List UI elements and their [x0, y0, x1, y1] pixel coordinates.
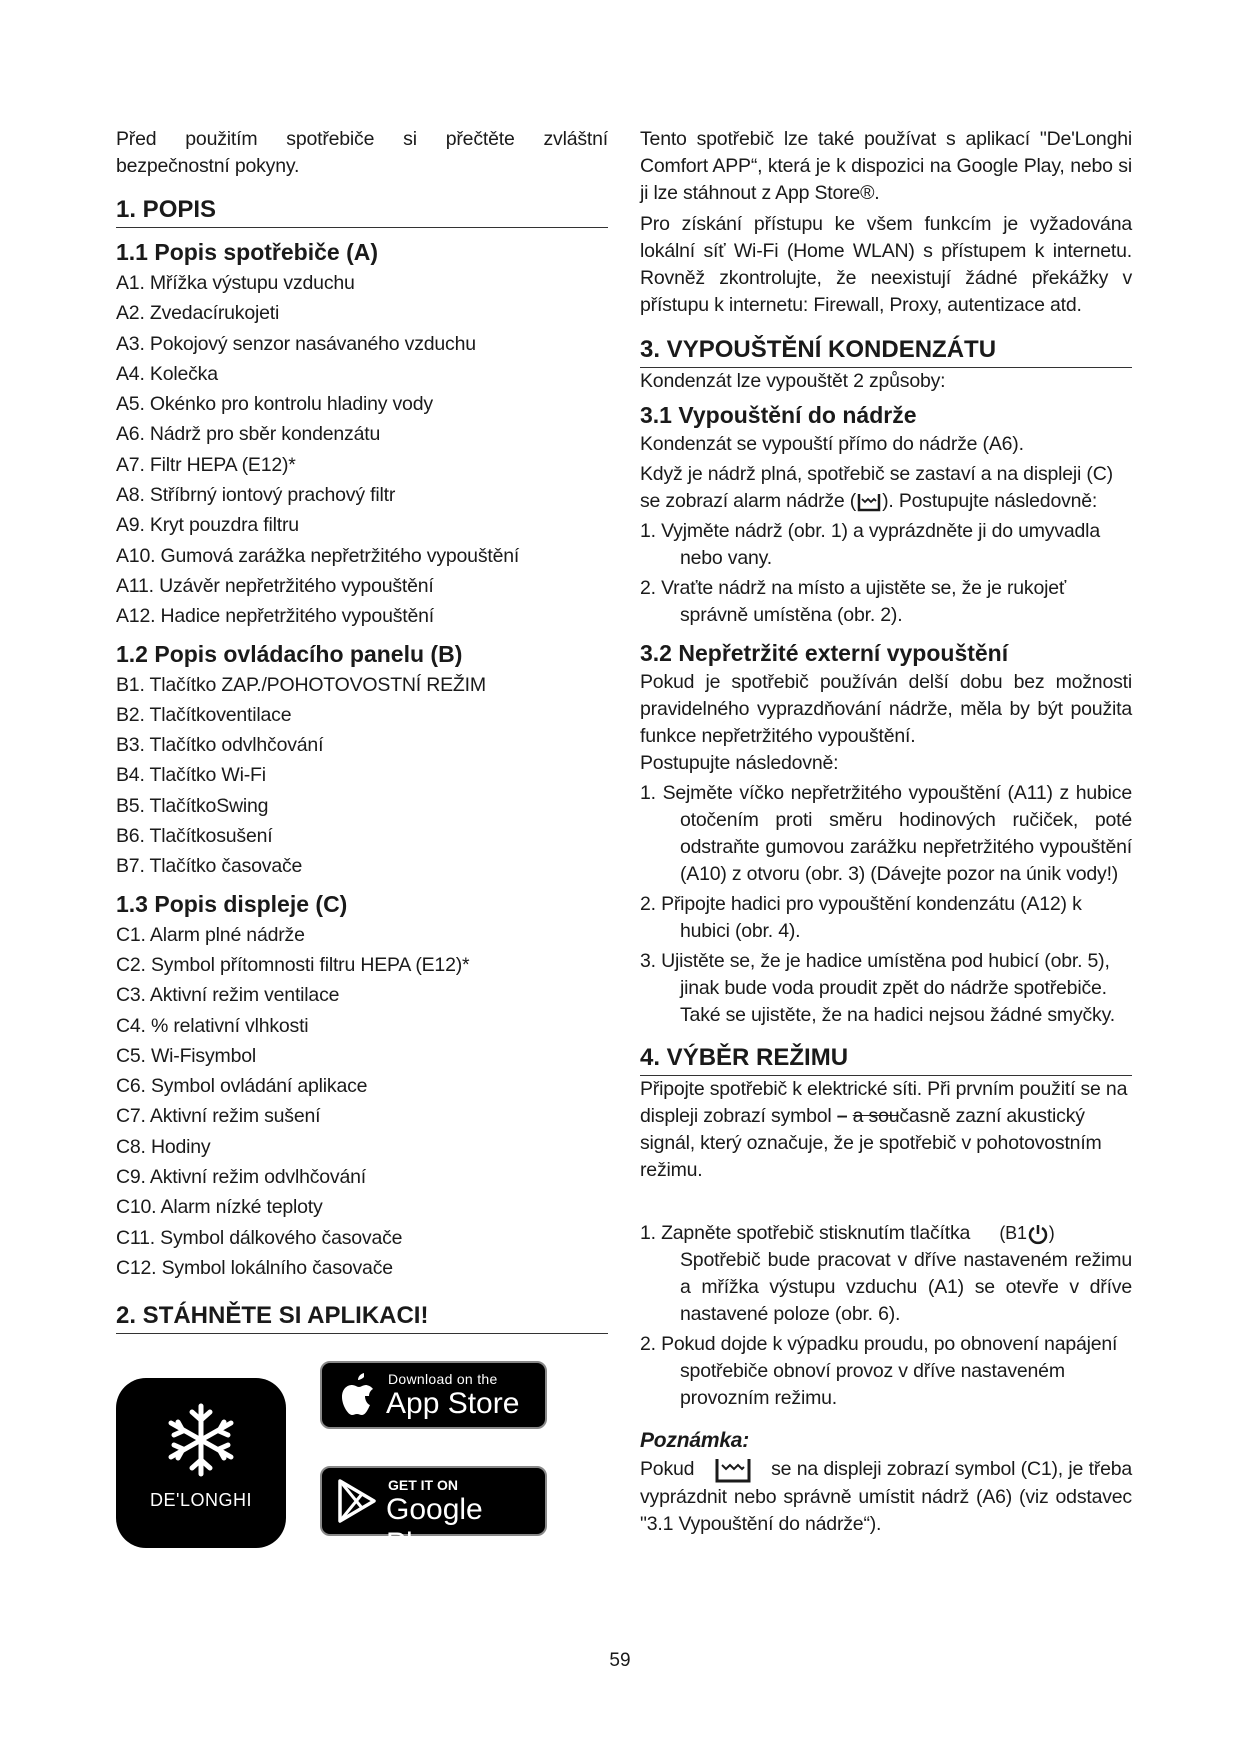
section-3-1-p2-end: ). Postupujte následovně:	[882, 490, 1098, 512]
list-item: 3. Ujistěte se, že je hadice umístěna pod hubicí (obr. 5), jinak bude voda proudit zpět do nádrže spotřebiče.	[640, 950, 1110, 999]
control-panel-list	[116, 670, 608, 882]
list-item: B6. Tlačítkosušení	[116, 825, 273, 848]
section-1-1-title: 1.1 Popis spotřebiče (A)	[116, 239, 379, 265]
section-3-1-p2-start: Když je nádrž plná, spotřebič se zastaví a na displeji (C) se zobrazí alarm nádrže (	[640, 463, 1113, 512]
page-number: 59	[609, 1650, 631, 1671]
section-4-p1-start: Připojte spotřebič k elektrické síti. Při prvním použití se na displeji zobrazí symbol	[640, 1078, 1128, 1127]
list-item: A12. Hadice nepřetržitého vypouštění	[116, 605, 434, 628]
list-item: A2. Zvedacírukojeti	[116, 302, 280, 325]
tank-full-icon	[714, 1456, 752, 1484]
list-item: A1. Mřížka výstupu vzduchu	[116, 272, 355, 294]
list-item: A3. Pokojový senzor nasávaného vzduchu	[116, 332, 476, 355]
app-intro-paragraph: Tento spotřebič lze také používat s aplikací "De'Longhi Comfort APP“, která je k dispozici na Google Play, nebo si ji lze stáhnout z App Store®.	[640, 128, 1132, 204]
list-item: C7. Aktivní režim sušení	[116, 1105, 321, 1128]
list-item: C11. Symbol dálkového časovače	[116, 1226, 403, 1249]
list-item: 1. Zapněte spotřebič stisknutím tlačítka (B1 ) Spotřebič bude pracovat v dříve nastaveném režimu a mřížka výstupu vzduchu (A1) se otevře v dříve nastavené poloze (obr. 6).	[640, 1220, 1132, 1328]
section-3-1-title: 3.1 Vypouštění do nádrže	[640, 402, 917, 428]
left-column	[116, 126, 608, 1334]
list-item: 1. Vyjměte nádrž (obr. 1) a vyprázdněte ji do umyvadla nebo vany.	[640, 520, 1100, 569]
list-item: C6. Symbol ovládání aplikace	[116, 1075, 368, 1098]
list-item: A6. Nádrž pro sběr kondenzátu	[116, 423, 381, 446]
appliance-parts-list	[116, 268, 608, 632]
section-3-1-p1: Kondenzát se vypouští přímo do nádrže (A6).	[640, 433, 1024, 455]
list-item: A10. Gumová zarážka nepřetržitého vypouštění	[116, 544, 520, 567]
list-item: C2. Symbol přítomnosti filtru HEPA (E12)*	[116, 953, 470, 976]
section-4-title: 4. VÝBĚR REŽIMU	[640, 1043, 1132, 1076]
list-item: A4. Kolečka	[116, 362, 218, 385]
section-1-title: 1. POPIS	[116, 195, 608, 228]
list-item: C9. Aktivní režim odvlhčování	[116, 1166, 366, 1189]
app-icon-label: DE'LONGHI	[150, 1490, 252, 1510]
app-icon[interactable]	[116, 1378, 286, 1548]
section-1-3-title: 1.3 Popis displeje (C)	[116, 890, 348, 917]
section-3-2-steps	[640, 780, 1132, 1002]
section-3-1-p2	[640, 461, 1132, 515]
google-play-small-text: GET IT ON	[388, 1477, 458, 1493]
list-item: C12. Symbol lokálního časovače	[116, 1256, 393, 1279]
list-item: A11. Uzávěr nepřetržitého vypouštění	[116, 574, 434, 597]
power-button-ref: B1	[1005, 1223, 1027, 1243]
app-store-big-text: App Store	[386, 1387, 520, 1420]
section-1-2-title: 1.2 Popis ovládacího panelu (B)	[116, 640, 463, 667]
snowflake-icon	[161, 1400, 241, 1480]
list-item: B4. Tlačítko Wi-Fi	[116, 764, 266, 787]
note-start: Pokud	[640, 1458, 695, 1481]
section-3-2-title: 3.2 Nepřetržité externí vypouštění	[640, 640, 1009, 666]
step-1-start: 1. Zapněte spotřebič stisknutím tlačítka	[640, 1222, 971, 1244]
google-play-icon	[336, 1478, 378, 1524]
intro-text: Před použitím spotřebiče si přečtěte zvláštní bezpečnostní pokyny.	[116, 128, 608, 177]
section-4-steps	[640, 1220, 1132, 1412]
section-3-2-p1: Pokud je spotřebič používán delší dobu bez možnosti pravidelného vyprazdňování nádrže, měla by být použita funkce nepřetržitého vypouštění.	[640, 671, 1132, 747]
section-4-p1-rest: časně zazní akustický signál, který označuje, že je spotřebič v pohotovostním režimu.	[640, 1105, 1102, 1181]
step-1-continuation: Spotřebič bude pracovat v dříve nastaveném režimu a mřížka výstupu vzduchu (A1) se otevře v dříve nastavené poloze (obr. 6).	[680, 1249, 1132, 1325]
list-item: A5. Okénko pro kontrolu hladiny vody	[116, 393, 433, 416]
list-item: B7. Tlačítko časovače	[116, 855, 303, 878]
note-title: Poznámka:	[640, 1429, 750, 1452]
section-3-2-extra: Také se ujistěte, že na hadici nejsou žádné smyčky.	[680, 1004, 1115, 1026]
list-item: 2. Pokud dojde k výpadku proudu, po obnovení napájení spotřebiče obnoví provoz v dříve nastaveném provozním režimu.	[640, 1333, 1118, 1409]
list-item: B3. Tlačítko odvlhčování	[116, 734, 324, 757]
section-2-title: 2. STÁHNĚTE SI APLIKACI!	[116, 1301, 608, 1334]
list-item: A7. Filtr HEPA (E12)*	[116, 453, 296, 476]
display-list	[116, 920, 608, 1284]
note-rest: se na displeji zobrazí symbol (C1), je třeba vyprázdnit nebo správně umístit nádrž (A6) (viz odstavec "3.1 Vypouštění do nádrže“).	[640, 1458, 1133, 1535]
list-item: C5. Wi-Fisymbol	[116, 1044, 257, 1067]
tank-full-icon	[856, 491, 882, 513]
standby-symbol: –	[836, 1105, 848, 1127]
list-item: 2. Připojte hadici pro vypouštění kondenzátu (A12) k hubici (obr. 4).	[640, 893, 1082, 942]
app-store-small-text: Download on the	[388, 1371, 498, 1387]
list-item: C10. Alarm nízké teploty	[116, 1196, 323, 1219]
apple-icon	[338, 1373, 376, 1417]
section-3-2-p2: Postupujte následovně:	[640, 752, 839, 774]
list-item: A8. Stříbrný iontový prachový filtr	[116, 484, 396, 507]
right-column	[640, 126, 1132, 1538]
section-3-lead: Kondenzát lze vypouštět 2 způsoby:	[640, 370, 946, 392]
list-item: 1. Sejměte víčko nepřetržitého vypouštění (A11) z hubice otočením proti směru hodinových ručiček, poté odstraňte gumovou zarážku nepřetržitého vypouštění (A10) z otvoru (obr. 3) (Dávejte pozor na únik vody!)	[640, 782, 1132, 885]
power-icon	[1027, 1223, 1049, 1245]
section-4-p1	[640, 1076, 1132, 1184]
struck-text: a sou	[852, 1105, 900, 1127]
list-item: B2. Tlačítkoventilace	[116, 703, 292, 726]
list-item: C8. Hodiny	[116, 1135, 211, 1158]
list-item: A9. Kryt pouzdra filtru	[116, 514, 299, 537]
google-play-badge[interactable]	[320, 1466, 547, 1560]
list-item: C3. Aktivní režim ventilace	[116, 984, 340, 1007]
section-3-1-steps	[640, 518, 1132, 629]
list-item: B5. TlačítkoSwing	[116, 794, 269, 817]
wifi-requirements-paragraph: Pro získání přístupu ke všem funkcím je vyžadována lokální síť Wi-Fi (Home WLAN) s přístupem k internetu. Rovněž zkontrolujte, že neexistují žádné překážky v přístupu k internetu: Firewall, Proxy, autentizace atd.	[640, 213, 1132, 316]
list-item: C1. Alarm plné nádrže	[116, 923, 305, 946]
google-play-big-text: Google Play	[386, 1493, 483, 1560]
note-text	[640, 1456, 1132, 1538]
list-item: B1. Tlačítko ZAP./POHOTOVOSTNÍ REŽIM	[116, 673, 486, 696]
list-item: C4. % relativní vlhkosti	[116, 1014, 309, 1037]
list-item: 2. Vraťte nádrž na místo a ujistěte se, že je rukojeť správně umístěna (obr. 2).	[640, 577, 1067, 626]
section-3-title: 3. VYPOUŠTĚNÍ KONDENZÁTU	[640, 335, 1132, 368]
app-store-badge[interactable]	[320, 1361, 547, 1429]
